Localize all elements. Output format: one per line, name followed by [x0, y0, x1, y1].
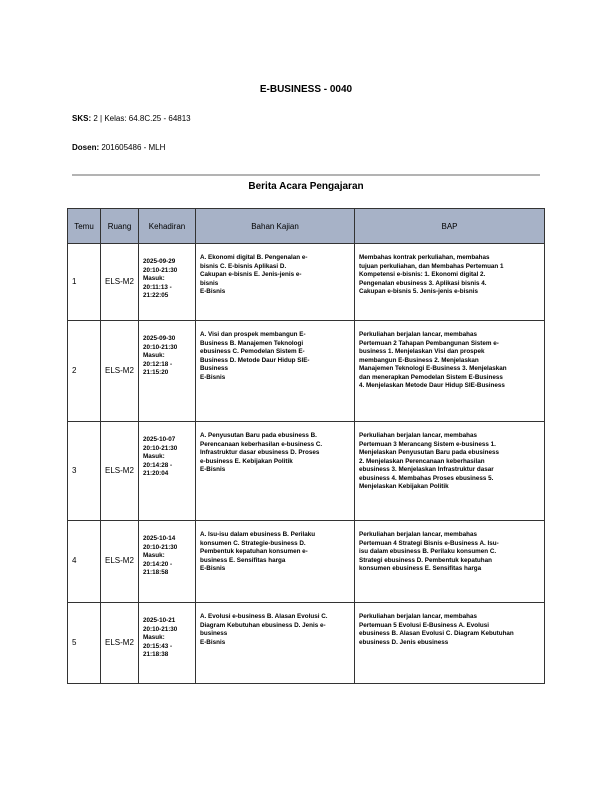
table-row	[68, 603, 545, 684]
table-row	[68, 244, 545, 321]
cell-bahan-kajian-line: E-Bisnis	[200, 466, 226, 473]
cell-kehadiran	[139, 422, 196, 521]
cell-bahan-kajian-line: Pembentuk kepatuhan konsumen e-	[200, 548, 308, 555]
cell-bap-line: Pengenalan ebusiness 3. Aplikasi bisnis 4.	[359, 279, 487, 287]
cell-kehadiran-line: Masuk:	[143, 453, 165, 460]
cell-bap	[355, 603, 545, 684]
cell-bap-line: Menjelaskan Kebijakan Politik	[359, 483, 449, 490]
cell-kehadiran-line: 20:10-21:30	[143, 625, 178, 633]
cell-temu: 3	[68, 422, 101, 521]
cell-bap	[355, 244, 545, 321]
cell-kehadiran-line: Masuk:	[143, 275, 165, 282]
cell-kehadiran-line: 21:15:20	[143, 369, 169, 376]
cell-bahan-kajian-line: A. Penyusutan Baru pada ebusiness B.	[200, 432, 317, 439]
header-bahan-kajian: Bahan Kajian	[196, 209, 355, 244]
cell-kehadiran	[139, 244, 196, 321]
cell-kehadiran-line: 2025-10-21	[143, 617, 176, 624]
cell-bahan-kajian	[196, 422, 355, 521]
cell-bap-line: ebusiness 3. Menjelaskan Infrastruktur dasar	[359, 466, 494, 473]
cell-bahan-kajian-line: konsumen C. Strategie-business D.	[200, 539, 306, 547]
cell-bahan-kajian-line: business E. Sensifitas harga	[200, 556, 286, 564]
cell-bap-line: ebusiness B. Alasan Evolusi C. Diagram Kebutuhan	[359, 630, 514, 637]
cell-bap-line: konsumen ebusiness E. Sensifitas harga	[359, 565, 482, 572]
cell-bahan-kajian-line: A. Visi dan prospek membangun E-	[200, 331, 306, 338]
header-ruang: Ruang	[101, 209, 139, 244]
cell-bahan-kajian-line: Business	[200, 365, 228, 372]
cell-bap	[355, 321, 545, 422]
cell-bap-line: tujuan perkuliahan, dan Membahas Pertemuan 1	[359, 262, 504, 270]
cell-ruang: ELS-M2	[101, 603, 139, 684]
cell-kehadiran-line: 21:18:38	[143, 651, 169, 658]
cell-bahan-kajian-line: bisnis C. E-bisnis Aplikasi D.	[200, 262, 287, 270]
cell-bap-line: ebusiness 4. Membahas Proses ebusiness 5.	[359, 474, 494, 482]
cell-bahan-kajian	[196, 321, 355, 422]
cell-temu: 2	[68, 321, 101, 422]
cell-bap-line: membangun E-Business 2. Menjelaskan	[359, 356, 479, 364]
cell-ruang: ELS-M2	[101, 321, 139, 422]
cell-bahan-kajian-line: Diagram Kebutuhan ebusiness D. Jenis e-	[200, 621, 326, 629]
cell-bahan-kajian-line: A. Ekonomi digital B. Pengenalan e-	[200, 254, 308, 261]
cell-bap-line: 2. Menjelaskan Perencanaan keberhasilan	[359, 457, 485, 465]
cell-bap-line: Strategi ebusiness D. Pembentuk kepatuhan	[359, 556, 492, 564]
cell-bap-line: Membahas kontrak perkuliahan, membahas	[359, 254, 490, 261]
cell-bahan-kajian-line: A. Evolusi e-business B. Alasan Evolusi C.	[200, 613, 328, 620]
cell-temu: 1	[68, 244, 101, 321]
cell-bap-line: ebusiness D. Jenis ebusiness	[359, 638, 449, 646]
cell-temu: 4	[68, 521, 101, 603]
teaching-report-table	[67, 208, 545, 684]
cell-bap-line: isu dalam ebusiness B. Perilaku konsumen C.	[359, 548, 497, 555]
header-temu: Temu	[68, 209, 101, 244]
cell-bahan-kajian-line: E-Bisnis	[200, 288, 226, 295]
cell-bap	[355, 521, 545, 603]
cell-bahan-kajian-line: E-Bisnis	[200, 638, 226, 646]
cell-bahan-kajian-line: Infrastruktur dasar ebusiness D. Proses	[200, 449, 320, 456]
cell-ruang: ELS-M2	[101, 521, 139, 603]
cell-kehadiran-line: 2025-10-07	[143, 436, 176, 443]
cell-bahan-kajian	[196, 244, 355, 321]
cell-bap-line: Kompetensi e-bisnis: 1. Ekonomi digital 2.	[359, 271, 486, 278]
cell-kehadiran-line: Masuk:	[143, 552, 165, 559]
cell-bahan-kajian-line: bisnis	[200, 279, 219, 287]
cell-ruang: ELS-M2	[101, 422, 139, 521]
cell-temu: 5	[68, 603, 101, 684]
cell-bap-line: Menjelaskan Penyusutan Baru pada ebusiness	[359, 449, 499, 456]
cell-kehadiran-line: 21:22:05	[143, 292, 169, 299]
cell-bap-line: Pertemuan 5 Evolusi E-Business A. Evolusi	[359, 621, 489, 629]
cell-bap-line: Perkuliahan berjalan lancar, membahas	[359, 613, 477, 620]
cell-bap-line: Pertemuan 2 Tahapan Pembangunan Sistem e-	[359, 339, 499, 347]
cell-kehadiran-line: 20:10-21:30	[143, 543, 178, 551]
cell-kehadiran-line: 20:12:18 -	[143, 360, 173, 368]
cell-bahan-kajian-line: Business B. Manajemen Teknologi	[200, 339, 304, 347]
cell-bahan-kajian-line: Cakupan e-bisnis E. Jenis-jenis e-	[200, 271, 302, 278]
section-title: Berita Acara Pengajaran	[248, 181, 364, 192]
cell-bap-line: Pertemuan 3 Merancang Sistem e-business 1.	[359, 440, 496, 448]
cell-kehadiran-line: Masuk:	[143, 352, 165, 359]
cell-bahan-kajian	[196, 521, 355, 603]
cell-bap-line: Perkuliahan berjalan lancar, membahas	[359, 331, 477, 338]
sks-value: 2 | Kelas: 64.8C.25 - 64813	[93, 114, 191, 123]
cell-bap-line: 4. Menjelaskan Metode Daur Hidup SIE-Business	[359, 382, 505, 389]
cell-kehadiran	[139, 603, 196, 684]
cell-bahan-kajian-line: business	[200, 630, 228, 637]
cell-kehadiran-line: 20:14:20 -	[143, 560, 173, 568]
cell-bap-line: Cakupan e-bisnis 5. Jenis-jenis e-bisnis	[359, 288, 478, 295]
cell-kehadiran-line: 20:11:13 -	[143, 283, 172, 291]
cell-kehadiran	[139, 321, 196, 422]
cell-kehadiran-line: 21:20:04	[143, 470, 169, 477]
cell-bahan-kajian-line: E-Bisnis	[200, 565, 226, 572]
dosen-value: 201605486 - MLH	[101, 143, 166, 152]
sks-label: SKS:	[72, 114, 92, 123]
table-row	[68, 321, 545, 422]
cell-kehadiran-line: 21:18:58	[143, 569, 169, 576]
cell-bahan-kajian-line: ebusiness C. Pemodelan Sistem E-	[200, 348, 305, 355]
header-bap: BAP	[355, 209, 545, 244]
cell-bap	[355, 422, 545, 521]
dosen-label: Dosen:	[72, 143, 100, 152]
cell-bahan-kajian-line: A. Isu-isu dalam ebusiness B. Perilaku	[200, 531, 316, 538]
cell-bap-line: Manajemen Teknologi E-Business 3. Menjelaskan	[359, 365, 507, 372]
cell-bap-line: Perkuliahan berjalan lancar, membahas	[359, 432, 477, 439]
document-title: E-BUSINESS - 0040	[259, 84, 353, 95]
cell-bahan-kajian-line: Perencanaan keberhasilan e-business C.	[200, 440, 323, 448]
header-kehadiran: Kehadiran	[139, 209, 196, 244]
cell-kehadiran-line: 2025-10-14	[143, 535, 176, 542]
table-row	[68, 521, 545, 603]
cell-bap-line: Pertemuan 4 Strategi Bisnis e-Business A. Isu-	[359, 539, 499, 547]
cell-kehadiran-line: 20:15:43 -	[143, 642, 173, 650]
cell-bap-line: dan menerapkan Pemodelan Sistem E-Business	[359, 373, 503, 381]
cell-bap-line: Perkuliahan berjalan lancar, membahas	[359, 531, 477, 538]
cell-kehadiran-line: 20:14:28 -	[143, 461, 173, 469]
cell-kehadiran-line: 2025-09-29	[143, 258, 176, 265]
cell-kehadiran-line: Masuk:	[143, 634, 165, 641]
cell-ruang: ELS-M2	[101, 244, 139, 321]
divider	[72, 174, 540, 176]
cell-kehadiran-line: 20:10-21:30	[143, 444, 178, 452]
cell-kehadiran-line: 20:10-21:30	[143, 266, 178, 274]
lecturer-info	[72, 143, 165, 152]
cell-bahan-kajian-line: e-business E. Kebijakan Politik	[200, 457, 293, 465]
table-row	[68, 422, 545, 521]
cell-kehadiran-line: 20:10-21:30	[143, 343, 178, 351]
cell-bahan-kajian-line: Business D. Metode Daur Hidup SIE-	[200, 356, 310, 364]
cell-bap-line: business 1. Menjelaskan Visi dan prospek	[359, 348, 485, 355]
cell-kehadiran-line: 2025-09-30	[143, 335, 176, 342]
class-info	[72, 114, 191, 123]
cell-bahan-kajian	[196, 603, 355, 684]
table-header-row	[68, 209, 545, 244]
cell-kehadiran	[139, 521, 196, 603]
cell-bahan-kajian-line: E-Bisnis	[200, 373, 226, 381]
